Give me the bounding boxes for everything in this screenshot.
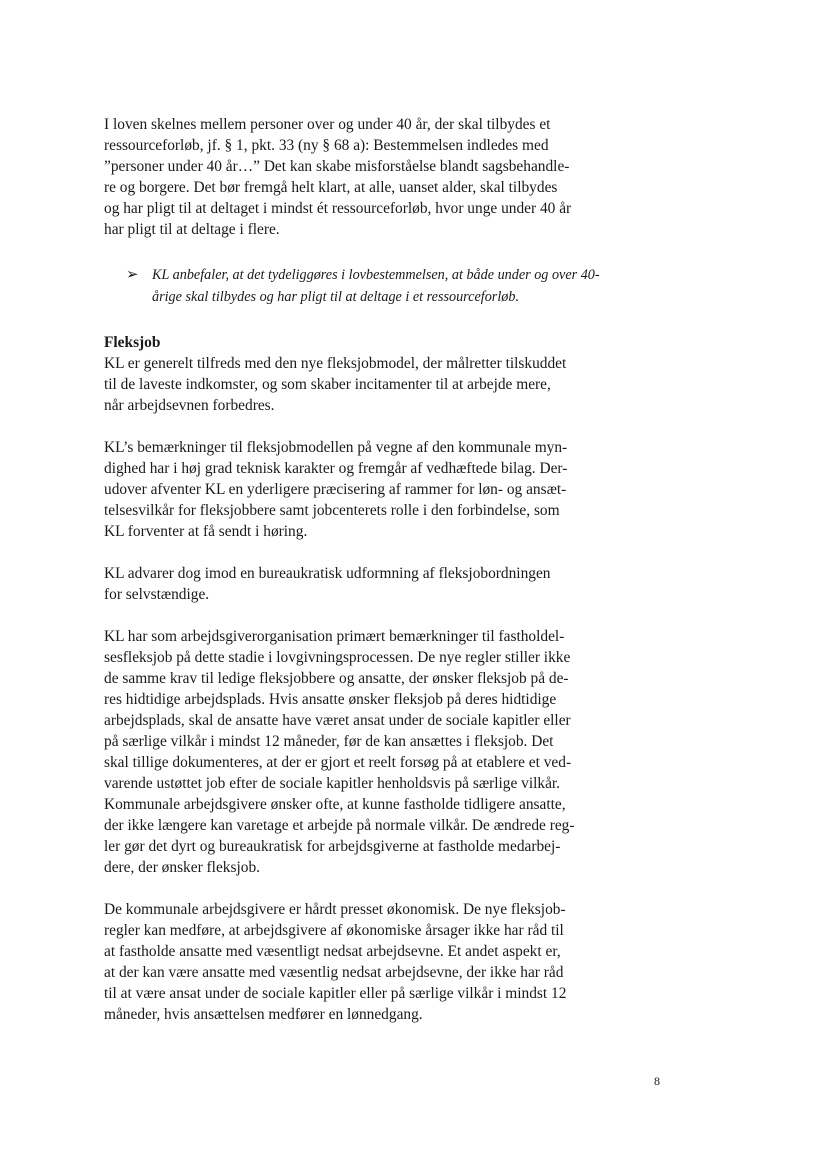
arrow-bullet-icon: ➢ — [126, 267, 139, 283]
text-line: og har pligt til at deltaget i mindst ét ressourceforløb, hvor unge under 40 år — [104, 200, 572, 217]
spacer — [104, 416, 624, 437]
text-line: årige skal tilbydes og har pligt til at deltage i et ressourceforløb. — [152, 289, 519, 305]
spacer — [104, 605, 624, 626]
text-line: De kommunale arbejdsgivere er hårdt presset økonomisk. De nye fleksjob- — [104, 901, 566, 918]
paragraph — [104, 563, 624, 605]
text-line: dere, der ønsker fleksjob. — [104, 859, 260, 876]
text-line: res hidtidige arbejdsplads. Hvis ansatte ønsker fleksjob på deres hidtidige — [104, 691, 557, 708]
section-heading: Fleksjob — [104, 334, 161, 351]
text-line: at fastholde ansatte med væsentligt nedsat arbejdsevne. Et andet aspekt er, — [104, 943, 561, 960]
spacer — [104, 240, 624, 264]
spacer — [104, 878, 624, 899]
text-line: de samme krav til ledige fleksjobbere og ansatte, der ønsker fleksjob på de- — [104, 670, 569, 687]
text-line: KL har som arbejdsgiverorganisation primært bemærkninger til fastholdel- — [104, 628, 565, 645]
paragraph — [104, 437, 624, 542]
text-line: arbejdsplads, skal de ansatte have været ansat under de sociale kapitler eller — [104, 712, 571, 729]
text-line: ressourceforløb, jf. § 1, pkt. 33 (ny § 68 a): Bestemmelsen indledes med — [104, 137, 549, 154]
text-line: KL advarer dog imod en bureaukratisk udformning af fleksjobordningen — [104, 565, 551, 582]
text-line: re og borgere. Det bør fremgå helt klart, at alle, uanset alder, skal tilbydes — [104, 179, 558, 196]
intro-paragraph — [104, 114, 624, 240]
text-line: KL anbefaler, at det tydeliggøres i lovbestemmelsen, at både under og over 40- — [152, 267, 600, 283]
text-line: KL forventer at få sendt i høring. — [104, 523, 308, 540]
text-line: måneder, hvis ansættelsen medfører en lønnedgang. — [104, 1006, 423, 1023]
recommendation-bullet — [126, 264, 624, 308]
text-line: telsesvilkår for fleksjobbere samt jobcenterets rolle i den forbindelse, som — [104, 502, 560, 519]
text-line: skal tillige dokumenteres, at der er gjort et reelt forsøg på at etablere et ved- — [104, 754, 572, 771]
text-line: for selvstændige. — [104, 586, 210, 603]
text-line: dighed har i høj grad teknisk karakter og fremgår af vedhæftede bilag. Der- — [104, 460, 568, 477]
text-line: varende ustøttet job efter de sociale kapitler henholdsvis på særlige vilkår. — [104, 775, 561, 792]
text-line: sesfleksjob på dette stadie i lovgivningsprocessen. De nye regler stiller ikke — [104, 649, 571, 666]
page-number: 8 — [654, 1074, 660, 1088]
text-line: KL er generelt tilfreds med den nye fleksjobmodel, der målretter tilskuddet — [104, 355, 567, 372]
text-line: regler kan medføre, at arbejdsgivere af økonomiske årsager ikke har råd til — [104, 922, 564, 939]
text-line: til de laveste indkomster, og som skaber incitamenter til at arbejde mere, — [104, 376, 551, 393]
text-line: på særlige vilkår i mindst 12 måneder, før de kan ansættes i fleksjob. Det — [104, 733, 554, 750]
paragraph — [104, 899, 624, 1025]
text-line: ”personer under 40 år…” Det kan skabe misforståelse blandt sagsbehandle- — [104, 158, 570, 175]
text-line: til at være ansat under de sociale kapitler eller på særlige vilkår i mindst 12 — [104, 985, 567, 1002]
paragraph — [104, 353, 624, 416]
text-line: har pligt til at deltage i flere. — [104, 221, 280, 238]
text-line: I loven skelnes mellem personer over og under 40 år, der skal tilbydes et — [104, 116, 551, 133]
text-line: ler gør det dyrt og bureaukratisk for arbejdsgiverne at fastholde medarbej- — [104, 838, 561, 855]
text-line: at der kan være ansatte med væsentlig nedsat arbejdsevne, der ikke har råd — [104, 964, 564, 981]
text-line: Kommunale arbejdsgivere ønsker ofte, at kunne fastholde tidligere ansatte, — [104, 796, 566, 813]
text-line: KL’s bemærkninger til fleksjobmodellen på vegne af den kommunale myn- — [104, 439, 568, 456]
spacer — [104, 542, 624, 563]
document-page — [104, 114, 624, 1025]
text-line: når arbejdsevnen forbedres. — [104, 397, 275, 414]
paragraph — [104, 626, 624, 878]
text-line: udover afventer KL en yderligere præcisering af rammer for løn- og ansæt- — [104, 481, 567, 498]
spacer — [104, 308, 624, 332]
text-line: der ikke længere kan varetage et arbejde på normale vilkår. De ændrede reg- — [104, 817, 575, 834]
